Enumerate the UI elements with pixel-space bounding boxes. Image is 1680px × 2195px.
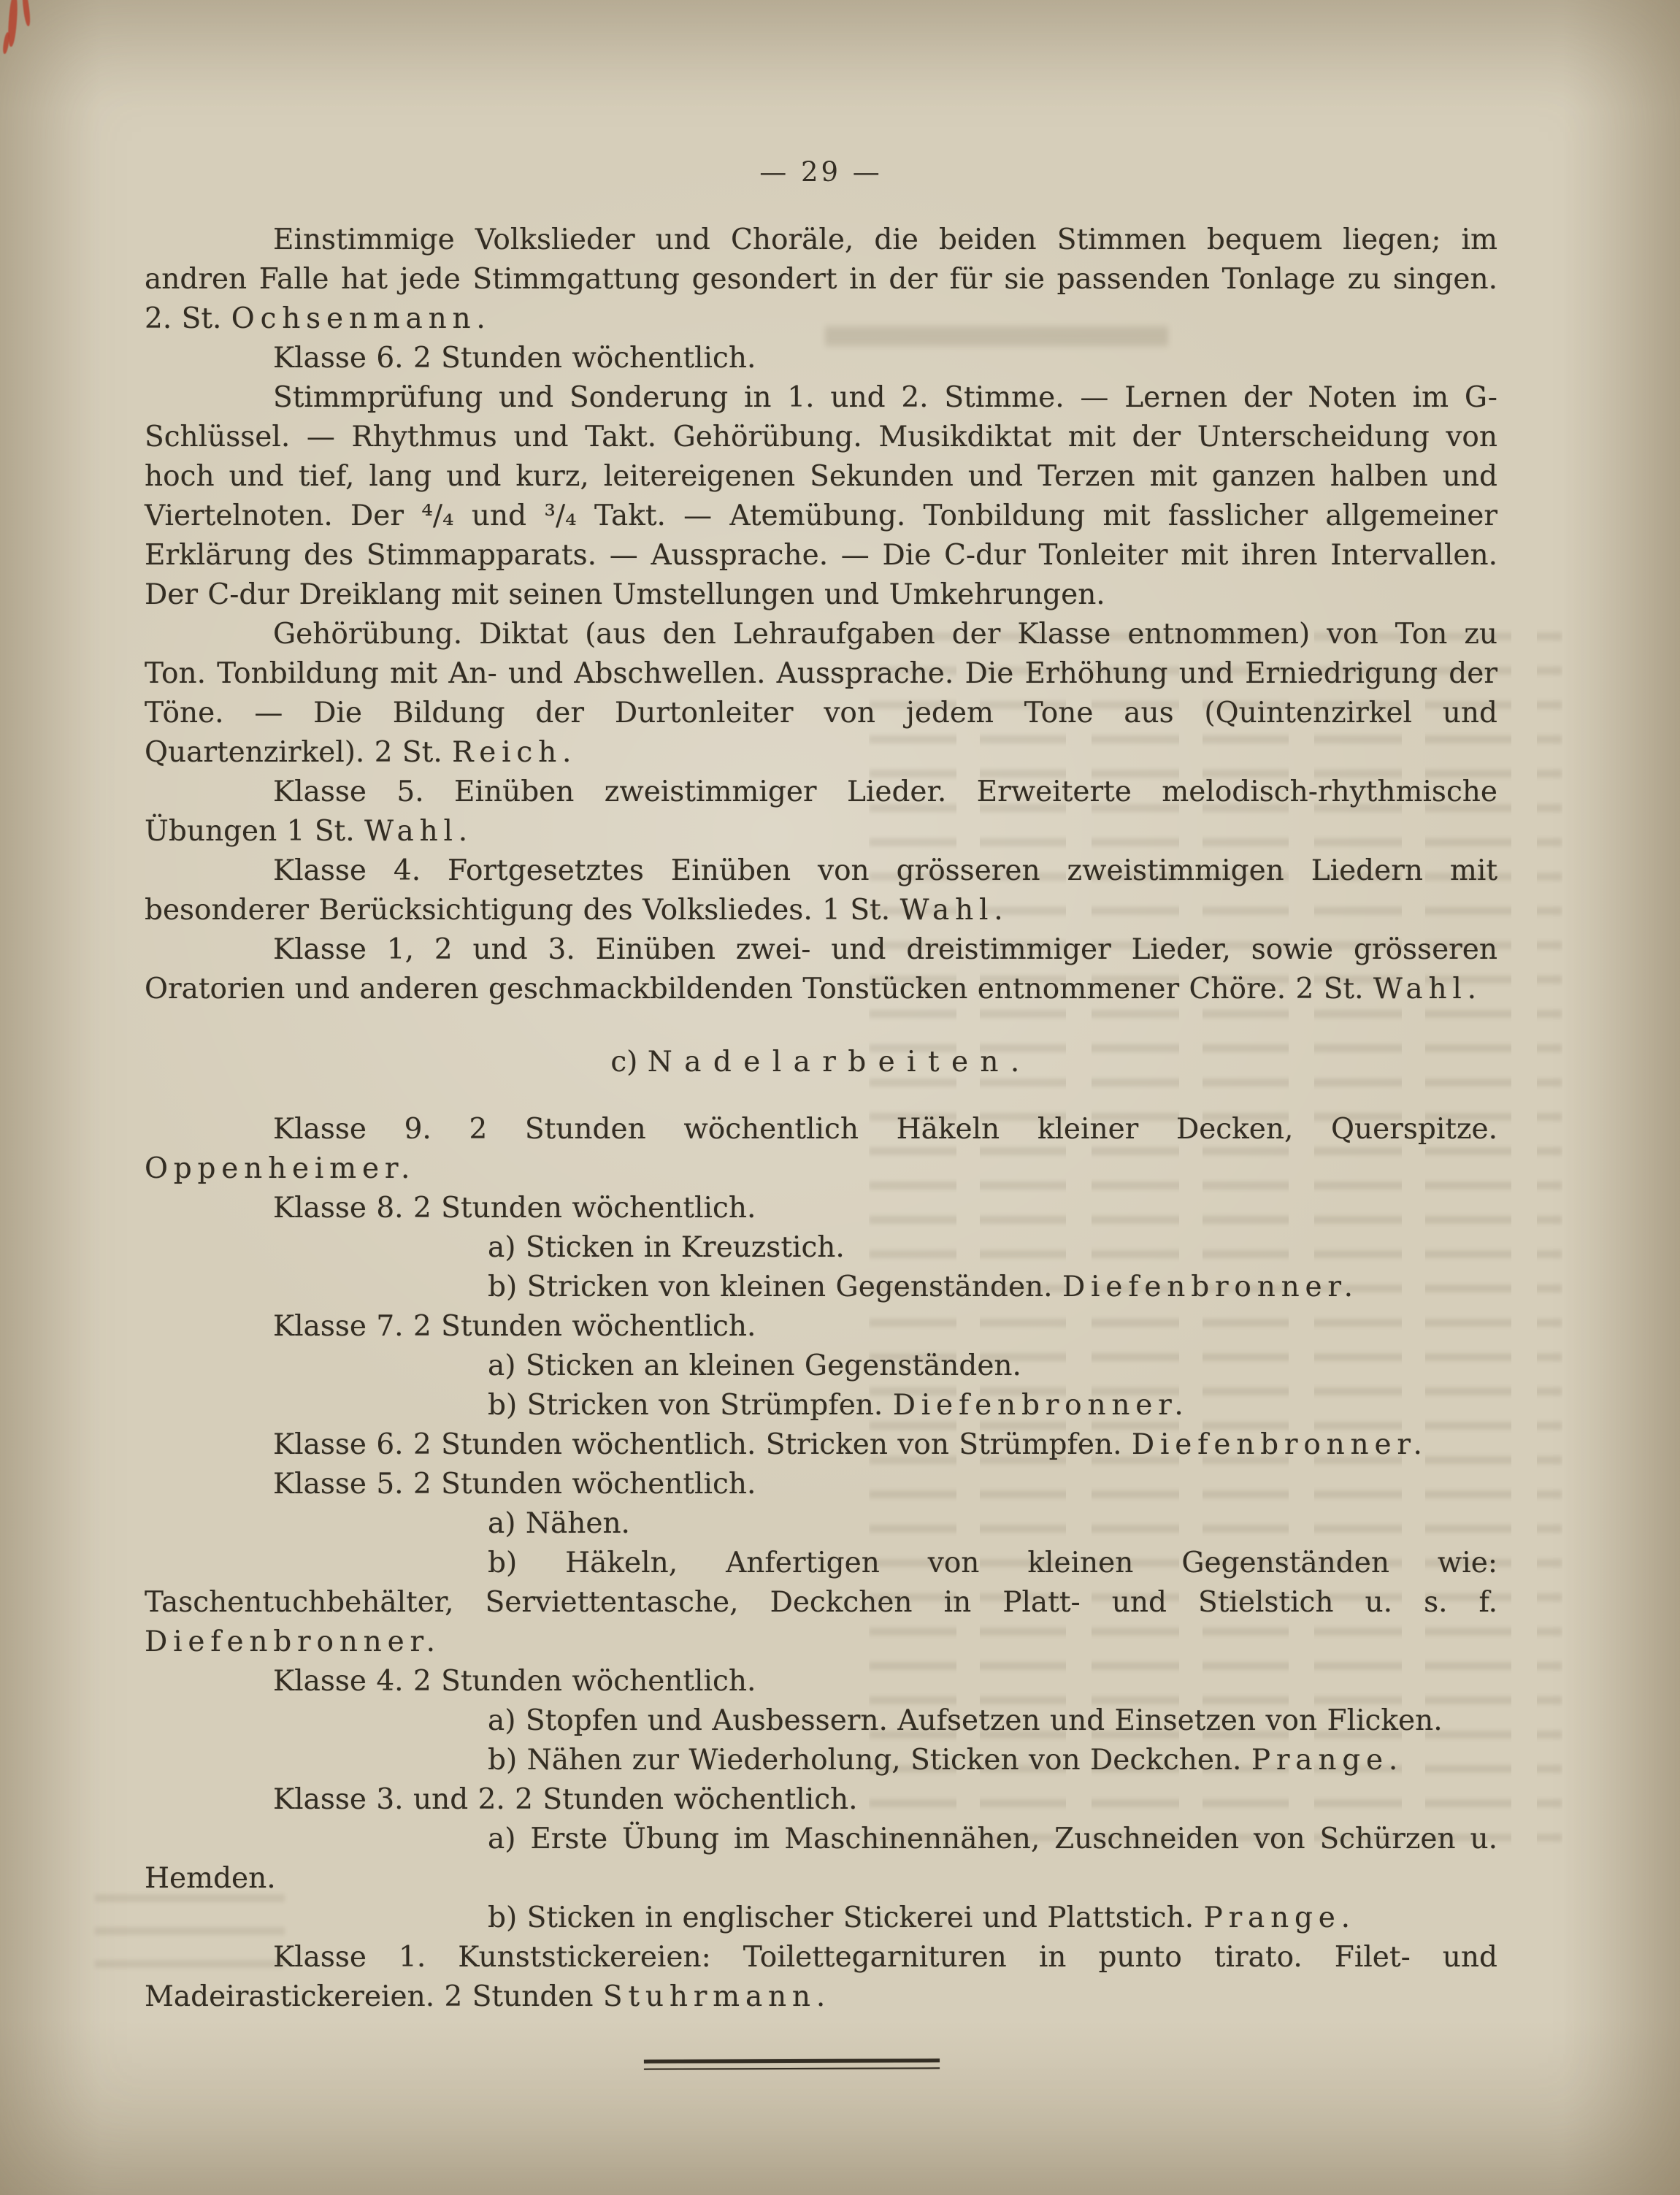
klasse-entry (145, 1780, 1497, 1820)
person-name: Ochsenmann. (231, 302, 491, 335)
list-item (145, 1544, 1497, 1662)
klasse-entry (145, 1662, 1497, 1701)
margin-red-mark (21, 0, 31, 26)
paragraph-text: a) Nähen. (488, 1507, 630, 1540)
paragraph-text: Stimmprüfung und Sonderung in 1. und 2. Stimme. — Lernen der Noten im G-Schlüssel. — Rhythmus und Takt. Gehörübung. Musikdiktat mit der Unterscheidung von hoch und tief, lang und kurz, leitereigenen Sekunden und Terzen mit ganzen halben und Viertelnoten. Der ⁴/₄ und ³/₄ Takt. — Atemübung. Tonbildung mit fasslicher allgemeiner Erklärung des Stimmapparats. — Aussprache. — Die C-dur Tonleiter mit ihren Intervallen. Der C-dur Dreiklang mit seinen Umstellungen und Umkehrungen. (145, 381, 1497, 611)
klasse-entry (145, 1110, 1497, 1189)
list-item (145, 1386, 1497, 1425)
klasse-entry (145, 1938, 1497, 2017)
person-name: Wahl. (364, 815, 473, 848)
paragraph (145, 615, 1497, 773)
person-name: Reich. (452, 736, 578, 769)
klasse-entry (145, 930, 1497, 1009)
paragraph (145, 378, 1497, 615)
person-name: Prange. (1251, 1744, 1404, 1777)
paragraph-text: Klasse 4. Fortgesetztes Einüben von grösseren zweistimmigen Liedern mit besonderer Berücksichtigung des Volksliedes. 1 St. (145, 854, 1497, 927)
person-name: Diefenbronner. (1131, 1428, 1428, 1461)
paragraph-text: Klasse 1. Kunststickereien: Toilettegarnituren in punto tirato. Filet- und Madeirastickereien. 2 Stunden (145, 1941, 1497, 2013)
paragraph-text: Einstimmige Volkslieder und Choräle, die beiden Stimmen bequem liegen; im andren Falle hat jede Stimmgattung gesondert in der für sie passenden Tonlage zu singen. 2. St. (145, 223, 1497, 335)
list-item (145, 1347, 1497, 1386)
paragraph-text: Klasse 7. 2 Stunden wöchentlich. (273, 1310, 756, 1343)
list-item (145, 1228, 1497, 1268)
person-name: Stuhrmann. (602, 1980, 832, 2013)
klasse-entry (145, 1307, 1497, 1347)
paragraph-text: Klasse 5. 2 Stunden wöchentlich. (273, 1468, 756, 1501)
divider-line-thick (644, 2058, 940, 2063)
paragraph-text: b) Sticken in englischer Stickerei und Plattstich. (488, 1901, 1204, 1934)
text-block (145, 221, 1497, 2069)
person-name: Diefenbronner. (145, 1625, 441, 1658)
paragraph-text: Gehörübung. Diktat (aus den Lehraufgaben der Klasse entnommen) von Ton zu Ton. Tonbildung mit An- und Abschwellen. Aussprache. Die Erhöhung und Erniedrigung der Töne. — Die Bildung der Durtonleiter von jedem Tone aus (Quintenzirkel und Quartenzirkel). 2 St. (145, 618, 1497, 769)
paragraph-text: b) Häkeln, Anfertigen von kleinen Gegenständen wie: Taschentuchbehälter, Serviettentasche, Deckchen in Platt- und Stielstich u. s. f. (145, 1547, 1497, 1619)
paragraph-text: b) Stricken von kleinen Gegenständen. (488, 1271, 1062, 1303)
list-item (145, 1268, 1497, 1307)
person-name: Prange. (1203, 1901, 1356, 1934)
list-item (145, 1899, 1497, 1938)
paragraph-text: Klasse 6. 2 Stunden wöchentlich. Stricken von Strümpfen. (273, 1428, 1132, 1461)
paragraph-text: Klasse 9. 2 Stunden wöchentlich Häkeln kleiner Decken, Querspitze. (273, 1113, 1497, 1146)
klasse-entry (145, 1465, 1497, 1504)
paragraph-text: Klasse 6. 2 Stunden wöchentlich. (273, 342, 756, 375)
klasse-entry (145, 1189, 1497, 1228)
section-heading-nadelarbeiten (145, 1043, 1497, 1082)
person-name: Wahl. (1373, 973, 1482, 1005)
divider-line-thin (644, 2067, 940, 2069)
paragraph-text: b) Nähen zur Wiederholung, Sticken von Deckchen. (488, 1744, 1251, 1777)
person-name: Diefenbronner. (892, 1389, 1189, 1422)
list-item (145, 1504, 1497, 1544)
person-name: Oppenheimer. (145, 1152, 416, 1185)
paragraph-text: Klasse 3. und 2. 2 Stunden wöchentlich. (273, 1783, 858, 1816)
paragraph-text: Klasse 8. 2 Stunden wöchentlich. (273, 1192, 756, 1225)
klasse-entry (145, 1425, 1497, 1465)
klasse-entry (145, 339, 1497, 378)
paragraph-text: Klasse 4. 2 Stunden wöchentlich. (273, 1665, 756, 1698)
paragraph-text: a) Sticken in Kreuzstich. (488, 1231, 845, 1264)
paragraph-text: a) Erste Übung im Maschinennähen, Zuschneiden von Schürzen u. Hemden. (145, 1823, 1497, 1895)
person-name: Wahl. (900, 894, 1009, 927)
paragraph (145, 221, 1497, 339)
page-number: — 29 — (759, 156, 883, 188)
person-name: Diefenbronner. (1062, 1271, 1359, 1303)
klasse-entry (145, 851, 1497, 930)
list-item (145, 1741, 1497, 1780)
list-item (145, 1701, 1497, 1741)
paragraph-text: a) Sticken an kleinen Gegenständen. (488, 1349, 1021, 1382)
end-divider (644, 2058, 940, 2069)
list-item (145, 1820, 1497, 1899)
paragraph-text: Klasse 5. Einüben zweistimmiger Lieder. Erweiterte melodisch-rhythmische Übungen 1 St. (145, 775, 1497, 848)
paragraph-text: Klasse 1, 2 und 3. Einüben zwei- und dreistimmiger Lieder, sowie grösseren Oratorien und anderen geschmackbildenden Tonstücken entnommener Chöre. 2 St. (145, 933, 1497, 1005)
paragraph-text: a) Stopfen und Ausbessern. Aufsetzen und Einsetzen von Flicken. (488, 1704, 1443, 1737)
paragraph-text: b) Stricken von Strümpfen. (488, 1389, 893, 1422)
section-title: Nadelarbeiten. (647, 1046, 1032, 1079)
klasse-entry (145, 773, 1497, 851)
section-letter: c) (610, 1046, 648, 1079)
